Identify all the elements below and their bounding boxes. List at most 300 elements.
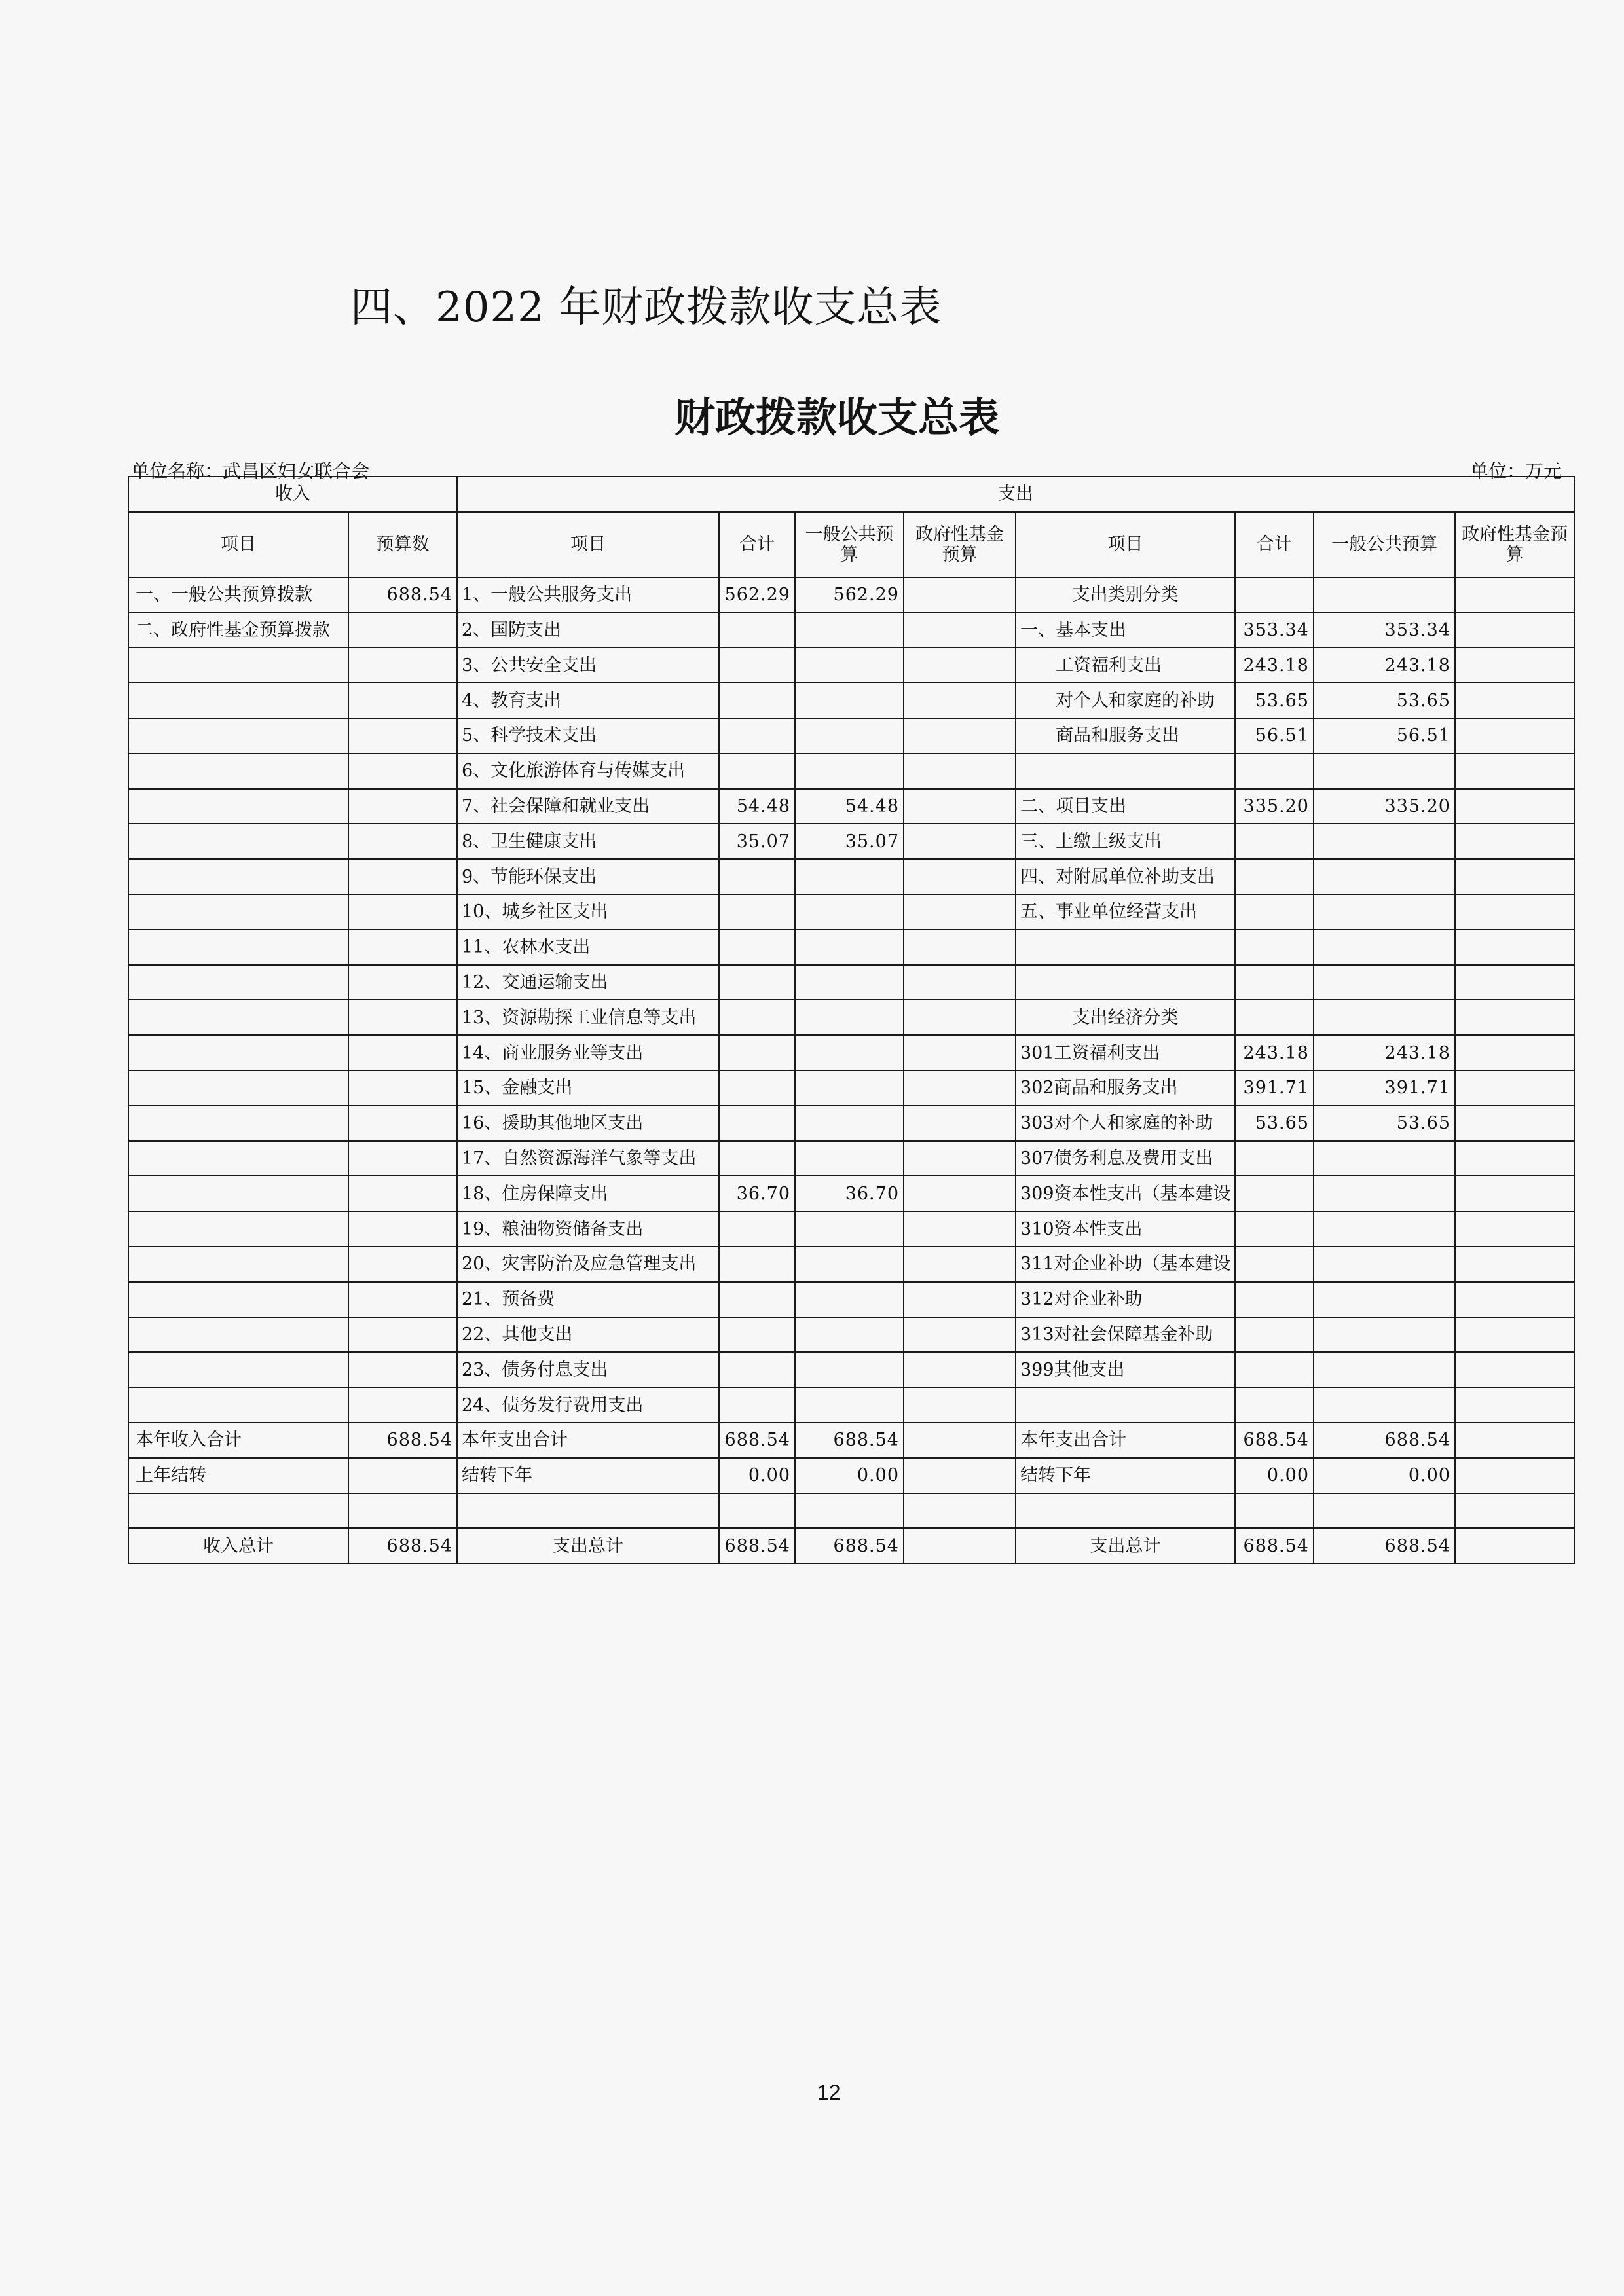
table-title: 财政拨款收支总表 bbox=[674, 393, 1000, 441]
expense-general-cell bbox=[795, 1035, 904, 1070]
income-value-cell bbox=[348, 965, 457, 1000]
expense-general-cell bbox=[795, 1493, 904, 1529]
class-fund-cell bbox=[1455, 1493, 1574, 1529]
income-value-cell bbox=[348, 1070, 457, 1106]
class-total-cell bbox=[1235, 1352, 1314, 1387]
expense-fund-cell bbox=[904, 894, 1016, 930]
expense-general-cell bbox=[795, 894, 904, 930]
header-row-1 bbox=[128, 477, 1574, 512]
col-income-item: 项目 bbox=[128, 512, 348, 577]
expense-item-cell: 5、科学技术支出 bbox=[457, 718, 719, 754]
class-general-cell: 0.00 bbox=[1314, 1458, 1455, 1493]
table-row bbox=[128, 1387, 1574, 1423]
income-value-cell bbox=[348, 754, 457, 789]
class-item-cell: 五、事业单位经营支出 bbox=[1016, 894, 1235, 930]
table-row bbox=[128, 1247, 1574, 1282]
expense-total-cell bbox=[719, 754, 795, 789]
class-item-cell: 309资本性支出（基本建设 bbox=[1016, 1176, 1235, 1211]
class-general-cell: 688.54 bbox=[1314, 1528, 1455, 1563]
class-total-cell: 56.51 bbox=[1235, 718, 1314, 754]
expense-fund-cell bbox=[904, 718, 1016, 754]
class-fund-cell bbox=[1455, 754, 1574, 789]
class-general-cell bbox=[1314, 930, 1455, 965]
expense-fund-cell bbox=[904, 1106, 1016, 1141]
expense-item-cell: 11、农林水支出 bbox=[457, 930, 719, 965]
class-general-cell bbox=[1314, 754, 1455, 789]
class-fund-cell bbox=[1455, 859, 1574, 894]
expense-total-cell bbox=[719, 1211, 795, 1247]
expense-item-cell: 9、节能环保支出 bbox=[457, 859, 719, 894]
income-value-cell: 688.54 bbox=[348, 1423, 457, 1458]
income-value-cell bbox=[348, 1493, 457, 1529]
class-total-cell bbox=[1235, 754, 1314, 789]
class-general-cell bbox=[1314, 577, 1455, 613]
table-row bbox=[128, 965, 1574, 1000]
class-general-cell: 53.65 bbox=[1314, 683, 1455, 718]
expense-general-cell bbox=[795, 613, 904, 648]
class-fund-cell bbox=[1455, 1528, 1574, 1563]
class-total-cell bbox=[1235, 1317, 1314, 1353]
income-value-cell bbox=[348, 789, 457, 824]
table-row bbox=[128, 894, 1574, 930]
col-expense-item: 项目 bbox=[457, 512, 719, 577]
expense-item-cell bbox=[457, 1493, 719, 1529]
expense-total-cell bbox=[719, 1493, 795, 1529]
class-total-cell bbox=[1235, 1282, 1314, 1317]
income-value-cell bbox=[348, 1387, 457, 1423]
class-fund-cell bbox=[1455, 1106, 1574, 1141]
class-general-cell bbox=[1314, 1141, 1455, 1176]
expense-general-cell bbox=[795, 965, 904, 1000]
income-item-cell: 二、政府性基金预算拨款 bbox=[128, 613, 348, 648]
expense-total-cell bbox=[719, 1141, 795, 1176]
table-row bbox=[128, 613, 1574, 648]
table-row bbox=[128, 754, 1574, 789]
class-fund-cell bbox=[1455, 1458, 1574, 1493]
income-value-cell bbox=[348, 824, 457, 859]
expense-fund-cell bbox=[904, 1387, 1016, 1423]
expense-item-cell: 14、商业服务业等支出 bbox=[457, 1035, 719, 1070]
class-item-cell: 本年支出合计 bbox=[1016, 1423, 1235, 1458]
unit-label: 单位：万元 bbox=[1470, 460, 1562, 482]
col-income-budget: 预算数 bbox=[348, 512, 457, 577]
class-item-cell: 对个人和家庭的补助 bbox=[1016, 683, 1235, 718]
expense-general-cell bbox=[795, 647, 904, 683]
expense-total-cell: 688.54 bbox=[719, 1528, 795, 1563]
class-item-cell bbox=[1016, 754, 1235, 789]
expense-item-cell: 13、资源勘探工业信息等支出 bbox=[457, 1000, 719, 1035]
class-item-cell: 302商品和服务支出 bbox=[1016, 1070, 1235, 1106]
class-fund-cell bbox=[1455, 1423, 1574, 1458]
expense-general-cell bbox=[795, 1317, 904, 1353]
class-item-cell: 支出总计 bbox=[1016, 1528, 1235, 1563]
class-total-cell bbox=[1235, 1141, 1314, 1176]
expense-item-cell: 17、自然资源海洋气象等支出 bbox=[457, 1141, 719, 1176]
expense-general-cell bbox=[795, 1106, 904, 1141]
class-fund-cell bbox=[1455, 613, 1574, 648]
expense-fund-cell bbox=[904, 683, 1016, 718]
income-item-cell bbox=[128, 859, 348, 894]
col-class-total: 合计 bbox=[1235, 512, 1314, 577]
class-fund-cell bbox=[1455, 1211, 1574, 1247]
expense-total-cell bbox=[719, 1035, 795, 1070]
income-value-cell bbox=[348, 1458, 457, 1493]
table-row bbox=[128, 1176, 1574, 1211]
expense-fund-cell bbox=[904, 1528, 1016, 1563]
expense-fund-cell bbox=[904, 1317, 1016, 1353]
expense-fund-cell bbox=[904, 1176, 1016, 1211]
expense-fund-cell bbox=[904, 1070, 1016, 1106]
income-item-cell bbox=[128, 1352, 348, 1387]
expense-fund-cell bbox=[904, 1458, 1016, 1493]
income-item-cell bbox=[128, 894, 348, 930]
expense-item-cell: 4、教育支出 bbox=[457, 683, 719, 718]
class-total-cell bbox=[1235, 824, 1314, 859]
income-item-cell bbox=[128, 1106, 348, 1141]
expense-fund-cell bbox=[904, 1493, 1016, 1529]
class-item-cell: 313对社会保障基金补助 bbox=[1016, 1317, 1235, 1353]
class-total-cell: 353.34 bbox=[1235, 613, 1314, 648]
class-item-cell: 307债务利息及费用支出 bbox=[1016, 1141, 1235, 1176]
income-item-cell bbox=[128, 647, 348, 683]
expense-fund-cell bbox=[904, 1035, 1016, 1070]
income-item-cell bbox=[128, 718, 348, 754]
class-general-cell bbox=[1314, 1247, 1455, 1282]
income-value-cell bbox=[348, 1141, 457, 1176]
class-item-cell: 312对企业补助 bbox=[1016, 1282, 1235, 1317]
expense-item-cell: 24、债务发行费用支出 bbox=[457, 1387, 719, 1423]
table-row bbox=[128, 1352, 1574, 1387]
income-value-cell bbox=[348, 894, 457, 930]
expense-general-cell: 35.07 bbox=[795, 824, 904, 859]
class-total-cell: 391.71 bbox=[1235, 1070, 1314, 1106]
class-fund-cell bbox=[1455, 1141, 1574, 1176]
class-fund-cell bbox=[1455, 577, 1574, 613]
class-total-cell bbox=[1235, 1000, 1314, 1035]
income-item-cell bbox=[128, 683, 348, 718]
income-item-cell bbox=[128, 930, 348, 965]
expense-fund-cell bbox=[904, 1352, 1016, 1387]
expense-general-cell bbox=[795, 1141, 904, 1176]
class-item-cell: 工资福利支出 bbox=[1016, 647, 1235, 683]
income-value-cell bbox=[348, 1035, 457, 1070]
class-total-cell: 688.54 bbox=[1235, 1528, 1314, 1563]
table-row bbox=[128, 859, 1574, 894]
income-value-cell bbox=[348, 718, 457, 754]
expense-general-cell bbox=[795, 859, 904, 894]
table-row bbox=[128, 1423, 1574, 1458]
expense-general-cell bbox=[795, 1387, 904, 1423]
col-expense-fund: 政府性基金预算 bbox=[904, 512, 1016, 577]
class-fund-cell bbox=[1455, 1282, 1574, 1317]
class-general-cell: 56.51 bbox=[1314, 718, 1455, 754]
expense-item-cell: 19、粮油物资储备支出 bbox=[457, 1211, 719, 1247]
expense-fund-cell bbox=[904, 965, 1016, 1000]
expense-general-cell bbox=[795, 1282, 904, 1317]
income-value-cell bbox=[348, 613, 457, 648]
income-item-cell bbox=[128, 1387, 348, 1423]
income-value-cell: 688.54 bbox=[348, 1528, 457, 1563]
expense-total-cell bbox=[719, 1106, 795, 1141]
table-row bbox=[128, 1000, 1574, 1035]
class-fund-cell bbox=[1455, 965, 1574, 1000]
col-class-general: 一般公共预算 bbox=[1314, 512, 1455, 577]
income-header: 收入 bbox=[128, 477, 457, 512]
expense-header: 支出 bbox=[457, 477, 1574, 512]
income-value-cell bbox=[348, 859, 457, 894]
class-item-cell: 399其他支出 bbox=[1016, 1352, 1235, 1387]
expense-total-cell: 688.54 bbox=[719, 1423, 795, 1458]
class-fund-cell bbox=[1455, 683, 1574, 718]
table-row bbox=[128, 1493, 1574, 1529]
class-fund-cell bbox=[1455, 789, 1574, 824]
expense-item-cell: 23、债务付息支出 bbox=[457, 1352, 719, 1387]
expense-total-cell bbox=[719, 965, 795, 1000]
class-total-cell: 335.20 bbox=[1235, 789, 1314, 824]
class-total-cell bbox=[1235, 577, 1314, 613]
income-item-cell bbox=[128, 1211, 348, 1247]
class-general-cell: 391.71 bbox=[1314, 1070, 1455, 1106]
class-item-cell: 支出类别分类 bbox=[1016, 577, 1235, 613]
income-value-cell bbox=[348, 1282, 457, 1317]
expense-item-cell: 10、城乡社区支出 bbox=[457, 894, 719, 930]
expense-fund-cell bbox=[904, 1000, 1016, 1035]
income-item-cell bbox=[128, 1070, 348, 1106]
income-value-cell bbox=[348, 1247, 457, 1282]
class-fund-cell bbox=[1455, 930, 1574, 965]
expense-total-cell bbox=[719, 1282, 795, 1317]
expense-item-cell: 22、其他支出 bbox=[457, 1317, 719, 1353]
table-row bbox=[128, 930, 1574, 965]
class-fund-cell bbox=[1455, 1035, 1574, 1070]
expense-total-cell bbox=[719, 718, 795, 754]
income-value-cell bbox=[348, 647, 457, 683]
class-general-cell bbox=[1314, 1176, 1455, 1211]
expense-total-cell: 0.00 bbox=[719, 1458, 795, 1493]
class-total-cell: 53.65 bbox=[1235, 1106, 1314, 1141]
expense-total-cell bbox=[719, 1317, 795, 1353]
expense-general-cell bbox=[795, 683, 904, 718]
expense-fund-cell bbox=[904, 1282, 1016, 1317]
income-value-cell bbox=[348, 1000, 457, 1035]
class-total-cell: 243.18 bbox=[1235, 1035, 1314, 1070]
class-general-cell bbox=[1314, 824, 1455, 859]
expense-general-cell: 54.48 bbox=[795, 789, 904, 824]
class-total-cell: 53.65 bbox=[1235, 683, 1314, 718]
class-general-cell bbox=[1314, 1317, 1455, 1353]
expense-general-cell: 688.54 bbox=[795, 1423, 904, 1458]
expense-total-cell: 562.29 bbox=[719, 577, 795, 613]
class-total-cell bbox=[1235, 1247, 1314, 1282]
col-class-item: 项目 bbox=[1016, 512, 1235, 577]
income-value-cell bbox=[348, 683, 457, 718]
table-row bbox=[128, 1317, 1574, 1353]
class-fund-cell bbox=[1455, 1247, 1574, 1282]
class-fund-cell bbox=[1455, 1387, 1574, 1423]
class-item-cell: 301工资福利支出 bbox=[1016, 1035, 1235, 1070]
expense-fund-cell bbox=[904, 1247, 1016, 1282]
table-row bbox=[128, 577, 1574, 613]
class-item-cell: 四、对附属单位补助支出 bbox=[1016, 859, 1235, 894]
class-general-cell bbox=[1314, 859, 1455, 894]
table-row bbox=[128, 1211, 1574, 1247]
class-item-cell bbox=[1016, 965, 1235, 1000]
class-total-cell bbox=[1235, 1176, 1314, 1211]
expense-general-cell: 688.54 bbox=[795, 1528, 904, 1563]
expense-item-cell: 18、住房保障支出 bbox=[457, 1176, 719, 1211]
class-general-cell: 243.18 bbox=[1314, 1035, 1455, 1070]
table-row bbox=[128, 1106, 1574, 1141]
table-row bbox=[128, 683, 1574, 718]
expense-total-cell: 35.07 bbox=[719, 824, 795, 859]
income-item-cell bbox=[128, 754, 348, 789]
expense-total-cell bbox=[719, 1000, 795, 1035]
income-item-cell bbox=[128, 1493, 348, 1529]
class-item-cell: 310资本性支出 bbox=[1016, 1211, 1235, 1247]
income-item-cell: 收入总计 bbox=[128, 1528, 348, 1563]
expense-fund-cell bbox=[904, 789, 1016, 824]
class-item-cell: 支出经济分类 bbox=[1016, 1000, 1235, 1035]
expense-fund-cell bbox=[904, 647, 1016, 683]
expense-item-cell: 1、一般公共服务支出 bbox=[457, 577, 719, 613]
income-item-cell bbox=[128, 789, 348, 824]
class-total-cell: 243.18 bbox=[1235, 647, 1314, 683]
income-item-cell bbox=[128, 1176, 348, 1211]
class-general-cell bbox=[1314, 1282, 1455, 1317]
class-total-cell bbox=[1235, 859, 1314, 894]
class-item-cell bbox=[1016, 1493, 1235, 1529]
class-general-cell bbox=[1314, 1493, 1455, 1529]
col-class-fund: 政府性基金预算 bbox=[1455, 512, 1574, 577]
class-general-cell bbox=[1314, 1387, 1455, 1423]
expense-item-cell: 本年支出合计 bbox=[457, 1423, 719, 1458]
expense-total-cell: 54.48 bbox=[719, 789, 795, 824]
class-general-cell bbox=[1314, 1000, 1455, 1035]
expense-fund-cell bbox=[904, 1423, 1016, 1458]
expense-item-cell: 12、交通运输支出 bbox=[457, 965, 719, 1000]
table-row bbox=[128, 1528, 1574, 1563]
expense-general-cell bbox=[795, 1352, 904, 1387]
expense-general-cell bbox=[795, 718, 904, 754]
col-expense-total: 合计 bbox=[719, 512, 795, 577]
class-general-cell: 335.20 bbox=[1314, 789, 1455, 824]
class-fund-cell bbox=[1455, 824, 1574, 859]
class-fund-cell bbox=[1455, 1317, 1574, 1353]
class-item-cell: 三、上缴上级支出 bbox=[1016, 824, 1235, 859]
expense-item-cell: 16、援助其他地区支出 bbox=[457, 1106, 719, 1141]
income-item-cell: 一、一般公共预算拨款 bbox=[128, 577, 348, 613]
table-row bbox=[128, 789, 1574, 824]
income-value-cell bbox=[348, 930, 457, 965]
unit-name: 单位名称：武昌区妇女联合会 bbox=[131, 460, 370, 482]
expense-general-cell: 562.29 bbox=[795, 577, 904, 613]
table-row bbox=[128, 1070, 1574, 1106]
income-item-cell bbox=[128, 1141, 348, 1176]
table-row bbox=[128, 1458, 1574, 1493]
income-item-cell bbox=[128, 965, 348, 1000]
class-general-cell bbox=[1314, 965, 1455, 1000]
class-total-cell: 688.54 bbox=[1235, 1423, 1314, 1458]
expense-fund-cell bbox=[904, 824, 1016, 859]
class-item-cell: 一、基本支出 bbox=[1016, 613, 1235, 648]
expense-fund-cell bbox=[904, 859, 1016, 894]
expense-general-cell: 36.70 bbox=[795, 1176, 904, 1211]
expense-fund-cell bbox=[904, 613, 1016, 648]
expense-general-cell bbox=[795, 754, 904, 789]
class-item-cell: 二、项目支出 bbox=[1016, 789, 1235, 824]
expense-total-cell bbox=[719, 1387, 795, 1423]
income-item-cell bbox=[128, 1317, 348, 1353]
income-value-cell bbox=[348, 1352, 457, 1387]
class-item-cell: 结转下年 bbox=[1016, 1458, 1235, 1493]
expense-item-cell: 15、金融支出 bbox=[457, 1070, 719, 1106]
expense-fund-cell bbox=[904, 577, 1016, 613]
expense-total-cell bbox=[719, 930, 795, 965]
class-item-cell bbox=[1016, 1387, 1235, 1423]
class-general-cell bbox=[1314, 894, 1455, 930]
income-value-cell bbox=[348, 1211, 457, 1247]
expense-general-cell bbox=[795, 1211, 904, 1247]
expense-general-cell bbox=[795, 1247, 904, 1282]
expense-general-cell bbox=[795, 1070, 904, 1106]
class-total-cell bbox=[1235, 1493, 1314, 1529]
class-item-cell: 311对企业补助（基本建设 bbox=[1016, 1247, 1235, 1282]
income-item-cell bbox=[128, 1247, 348, 1282]
expense-fund-cell bbox=[904, 1211, 1016, 1247]
class-general-cell: 353.34 bbox=[1314, 613, 1455, 648]
expense-fund-cell bbox=[904, 754, 1016, 789]
expense-total-cell: 36.70 bbox=[719, 1176, 795, 1211]
expense-total-cell bbox=[719, 859, 795, 894]
class-fund-cell bbox=[1455, 1070, 1574, 1106]
class-total-cell bbox=[1235, 894, 1314, 930]
expense-total-cell bbox=[719, 1070, 795, 1106]
expense-fund-cell bbox=[904, 930, 1016, 965]
class-total-cell bbox=[1235, 1387, 1314, 1423]
table-row bbox=[128, 1282, 1574, 1317]
expense-item-cell: 6、文化旅游体育与传媒支出 bbox=[457, 754, 719, 789]
class-general-cell: 243.18 bbox=[1314, 647, 1455, 683]
expense-general-cell bbox=[795, 930, 904, 965]
expense-item-cell: 结转下年 bbox=[457, 1458, 719, 1493]
expense-general-cell: 0.00 bbox=[795, 1458, 904, 1493]
class-fund-cell bbox=[1455, 647, 1574, 683]
income-value-cell bbox=[348, 1176, 457, 1211]
class-general-cell: 688.54 bbox=[1314, 1423, 1455, 1458]
class-fund-cell bbox=[1455, 894, 1574, 930]
class-item-cell: 303对个人和家庭的补助 bbox=[1016, 1106, 1235, 1141]
expense-item-cell: 支出总计 bbox=[457, 1528, 719, 1563]
class-item-cell: 商品和服务支出 bbox=[1016, 718, 1235, 754]
header-row-2 bbox=[128, 512, 1574, 577]
income-item-cell bbox=[128, 1282, 348, 1317]
class-total-cell bbox=[1235, 965, 1314, 1000]
income-item-cell: 本年收入合计 bbox=[128, 1423, 348, 1458]
class-fund-cell bbox=[1455, 718, 1574, 754]
class-general-cell: 53.65 bbox=[1314, 1106, 1455, 1141]
class-total-cell: 0.00 bbox=[1235, 1458, 1314, 1493]
class-fund-cell bbox=[1455, 1176, 1574, 1211]
class-fund-cell bbox=[1455, 1352, 1574, 1387]
expense-fund-cell bbox=[904, 1141, 1016, 1176]
income-item-cell bbox=[128, 824, 348, 859]
table-row bbox=[128, 824, 1574, 859]
class-item-cell bbox=[1016, 930, 1235, 965]
class-total-cell bbox=[1235, 1211, 1314, 1247]
expense-total-cell bbox=[719, 613, 795, 648]
expense-item-cell: 7、社会保障和就业支出 bbox=[457, 789, 719, 824]
expense-total-cell bbox=[719, 1247, 795, 1282]
